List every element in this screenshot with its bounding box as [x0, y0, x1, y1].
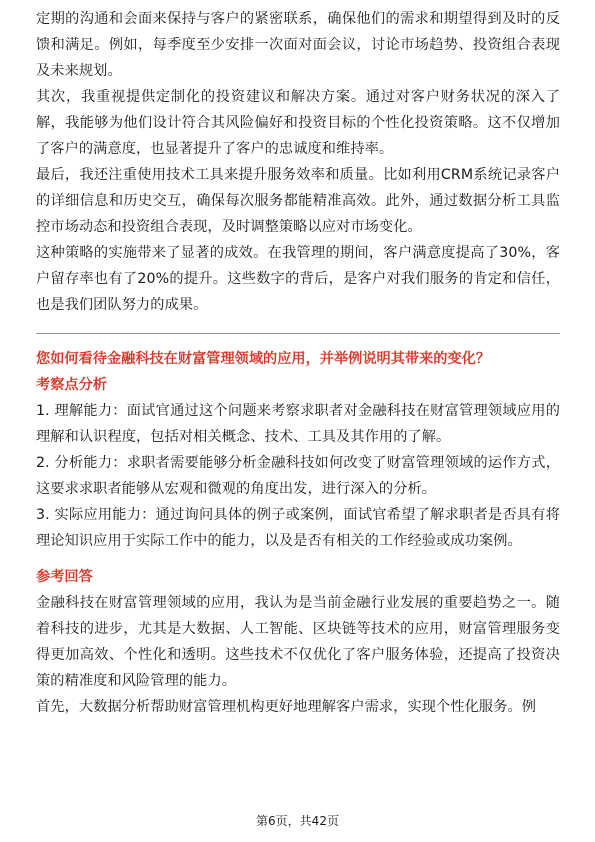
analysis-item-1: 1. 理解能力：面试官通过这个问题来考察求职者对金融科技在财富管理领域应用的理解和认识程度，包括对相关概念、技术、工具及其作用的了解。 [36, 403, 560, 445]
analysis-item-3: 3. 实际应用能力：通过询问具体的例子或案例，面试官希望了解求职者是否具有将理论知识应用于实际工作中的能力，以及是否有相关的工作经验或成功案例。 [36, 507, 560, 549]
section-divider [36, 333, 560, 334]
intro-paragraph-4: 这种策略的实施带来了显著的成效。在我管理的期间，客户满意度提高了30%，客户留存率也有了20%的提升。这些数字的背后，是客户对我们服务的肯定和信任，也是我们团队努力的成果。 [36, 245, 560, 313]
answer-paragraph-2: 首先，大数据分析帮助财富管理机构更好地理解客户需求，实现个性化服务。例 [36, 699, 537, 715]
analysis-title: 考察点分析 [36, 377, 107, 393]
answer-title: 参考回答 [36, 569, 93, 585]
page-number: 第6页，共42页 [256, 814, 339, 828]
analysis-item-2: 2. 分析能力：求职者需要能够分析金融科技如何改变了财富管理领域的运作方式，这要求求职者能够从宏观和微观的角度出发，进行深入的分析。 [36, 455, 560, 497]
question-heading: 您如何看待金融科技在财富管理领域的应用，并举例说明其带来的变化？ [36, 351, 491, 367]
answer-paragraph-1: 金融科技在财富管理领域的应用，我认为是当前金融行业发展的重要趋势之一。随着科技的进步，尤其是大数据、人工智能、区块链等技术的应用，财富管理服务变得更加高效、个性化和透明。这些技术不仅优化了客户服务体验，还提高了投资决策的精准度和风险管理的能力。 [36, 595, 560, 689]
intro-paragraph-2: 其次，我重视提供定制化的投资建议和解决方案。通过对客户财务状况的深入了解，我能够为他们设计符合其风险偏好和投资目标的个性化投资策略。这不仅增加了客户的满意度，也显著提升了客户的忠诚度和维持率。 [36, 89, 560, 157]
document-body [36, 6, 560, 720]
intro-paragraph-3: 最后，我还注重使用技术工具来提升服务效率和质量。比如利用CRM系统记录客户的详细信息和历史交互，确保每次服务都能精准高效。此外，通过数据分析工具监控市场动态和投资组合表现，及时调整策略以应对市场变化。 [36, 167, 560, 235]
intro-paragraph-1: 定期的沟通和会面来保持与客户的紧密联系，确保他们的需求和期望得到及时的反馈和满足。例如，每季度至少安排一次面对面会议，讨论市场趋势、投资组合表现及未来规划。 [36, 11, 560, 79]
